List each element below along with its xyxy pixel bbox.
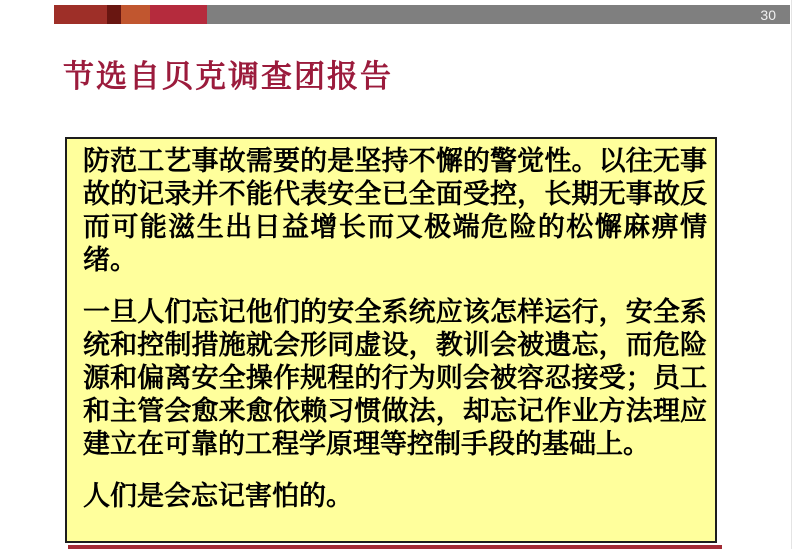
top-deco-bar [54, 5, 790, 24]
paragraph-1: 防范工艺事故需要的是坚持不懈的警觉性。以往无事故的记录并不能代表安全已全面受控，长期无事故反而可能滋生出日益增长而又极端危险的松懈麻痹情绪。 [83, 146, 707, 276]
deco-block-3 [121, 5, 150, 24]
header-gray-bar [207, 5, 790, 24]
slide-title: 节选自贝克调查团报告 [63, 59, 393, 95]
page-number: 30 [760, 6, 776, 23]
paragraph-3: 人们是会忘记害怕的。 [83, 481, 353, 512]
paragraph-2: 一旦人们忘记他们的安全系统应该怎样运行，安全系统和控制措施就会形同虚设，教训会被遗忘，而危险源和偏离安全操作规程的行为则会被容忍接受；员工和主管会愈来愈依赖习惯做法，却忘记作业方法理应建立在可靠的工程学原理等控制手段的基础上。 [83, 297, 707, 460]
deco-block-1 [54, 5, 107, 24]
bottom-red-bar [68, 545, 722, 549]
content-box [65, 137, 717, 543]
deco-block-4 [150, 5, 207, 24]
deco-block-2 [107, 5, 121, 24]
slide-right-edge [791, 0, 792, 549]
